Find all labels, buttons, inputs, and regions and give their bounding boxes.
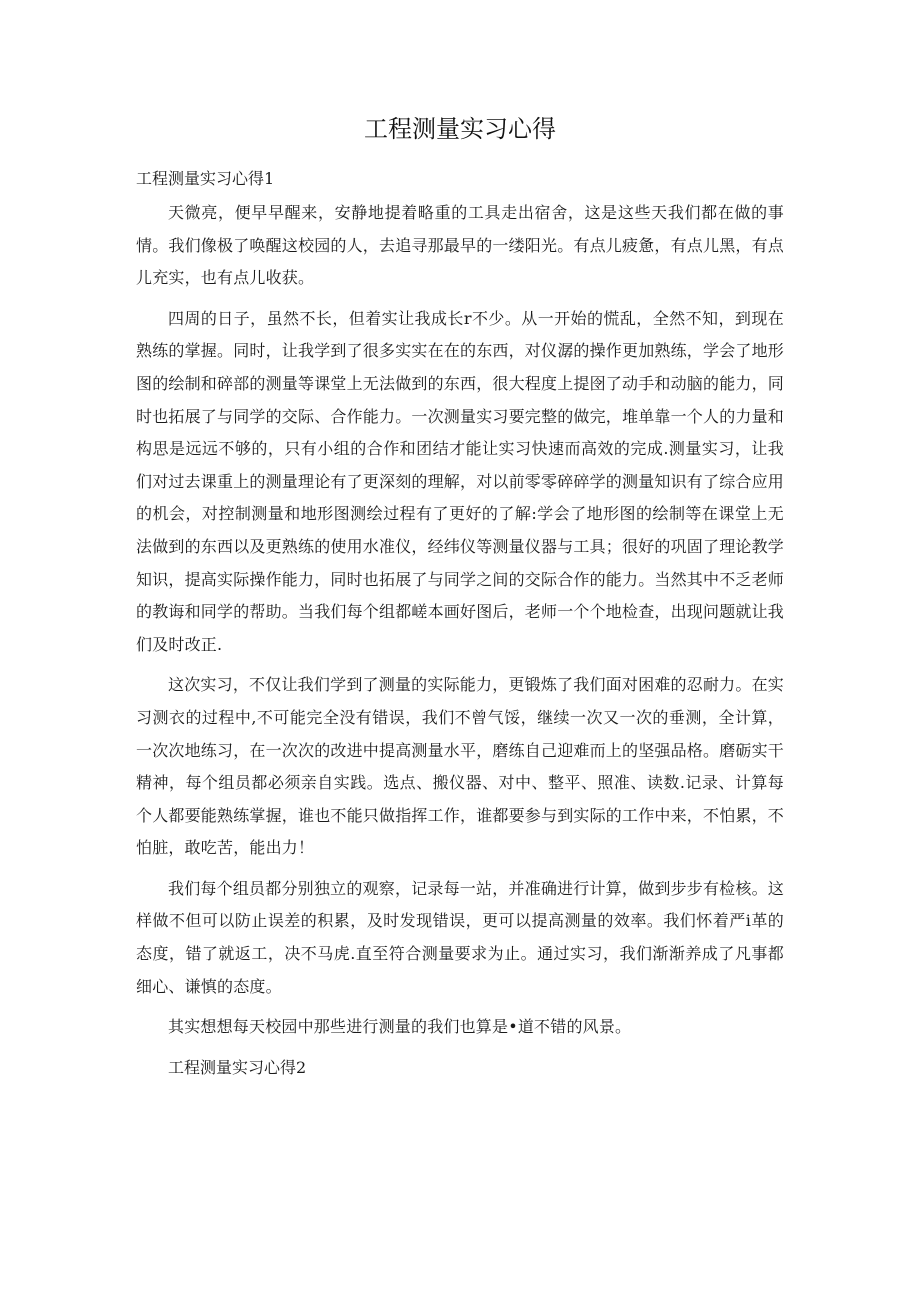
paragraph: 天微亮，便早早醒来，安静地提着略重的工具走出宿舍，这是这些天我们都在做的事情。我们像极了唤醒这校园的人，去追寻那最早的一缕阳光。有点儿疲惫，有点儿黑，有点儿充实，也有点儿收获。 bbox=[136, 203, 785, 288]
section-heading-2: 工程测量实习心得2 bbox=[168, 1057, 307, 1077]
paragraph: 其实想想每天校园中那些进行测量的我们也算是•道不错的风景。 bbox=[168, 1017, 632, 1037]
paragraph: 我们每个组员都分别独立的观察，记录每一站，并准确进行计算，做到步步有检核。这样做不但可以防止误差的积累，及时发现错误，更可以提高测量的效率。我们怀着严i革的态度，错了就返工，决不马虎.直至符合测量要求为止。通过实习，我们渐渐养成了凡事都细心、谦慎的态度。 bbox=[136, 878, 784, 996]
document-body bbox=[136, 197, 784, 1084]
paragraph: 四周的日子，虽然不长，但着实让我成长r不少。从一开始的慌乱，全然不知，到现在熟练的掌握。同时，让我学到了很多实实在在的东西，对仪潺的操作更加熟练，学会了地形图的绘制和碎部的测量等课堂上无法做到的东西，很大程度上提囹了动手和动脑的能力，同时也拓展了与同学的交际、合作能力。一次测量实习要完整的做完，堆单靠一个人的力量和构思是远远不够的，只有小组的合作和团结才能让实习快速而高效的完成.测量实习，让我们对过去课重上的测量理论有了更深刻的理解，对以前零零碎碎学的测量知识有了综合应用的机会，对控制测量和地形图测绘过程有了更好的了解:学会了地形图的绘制等在课堂上无法做到的东西以及更熟练的使用水准仪，经纬仪等测量仪器与工具；很好的巩固了理论教学知识，提高实际操作能力，同时也拓展了与同学之间的交际合作的能力。当然其中不乏老师的教诲和同学的帮助。当我们每个组都嵯本画好图后，老师一个个地检查，出现问题就让我们及时改正. bbox=[136, 308, 785, 654]
document-title: 工程测量实习心得 bbox=[364, 115, 556, 143]
paragraph: 这次实习，不仅让我们学到了测量的实际能力，更锻炼了我们面对困难的忍耐力。在实习测衣的过程中,不可能完全没有错误，我们不曾气馁，继续一次又一次的垂测，全计算，一次次地练习，在一次次的改进中提高测量水平，磨练自己迎难而上的坚强品格。磨砺实干精神，每个组员都必须亲自实践。选点、搬仪器、对中、整平、照准、读数.记录、计算每个人都要能熟练掌握，谁也不能只做指挥工作，谁都要参与到实际的工作中来，不怕累，不怕脏，敢吃苦，能出力！ bbox=[136, 675, 785, 858]
section-heading-1: 工程测量实习心得1 bbox=[136, 169, 275, 188]
